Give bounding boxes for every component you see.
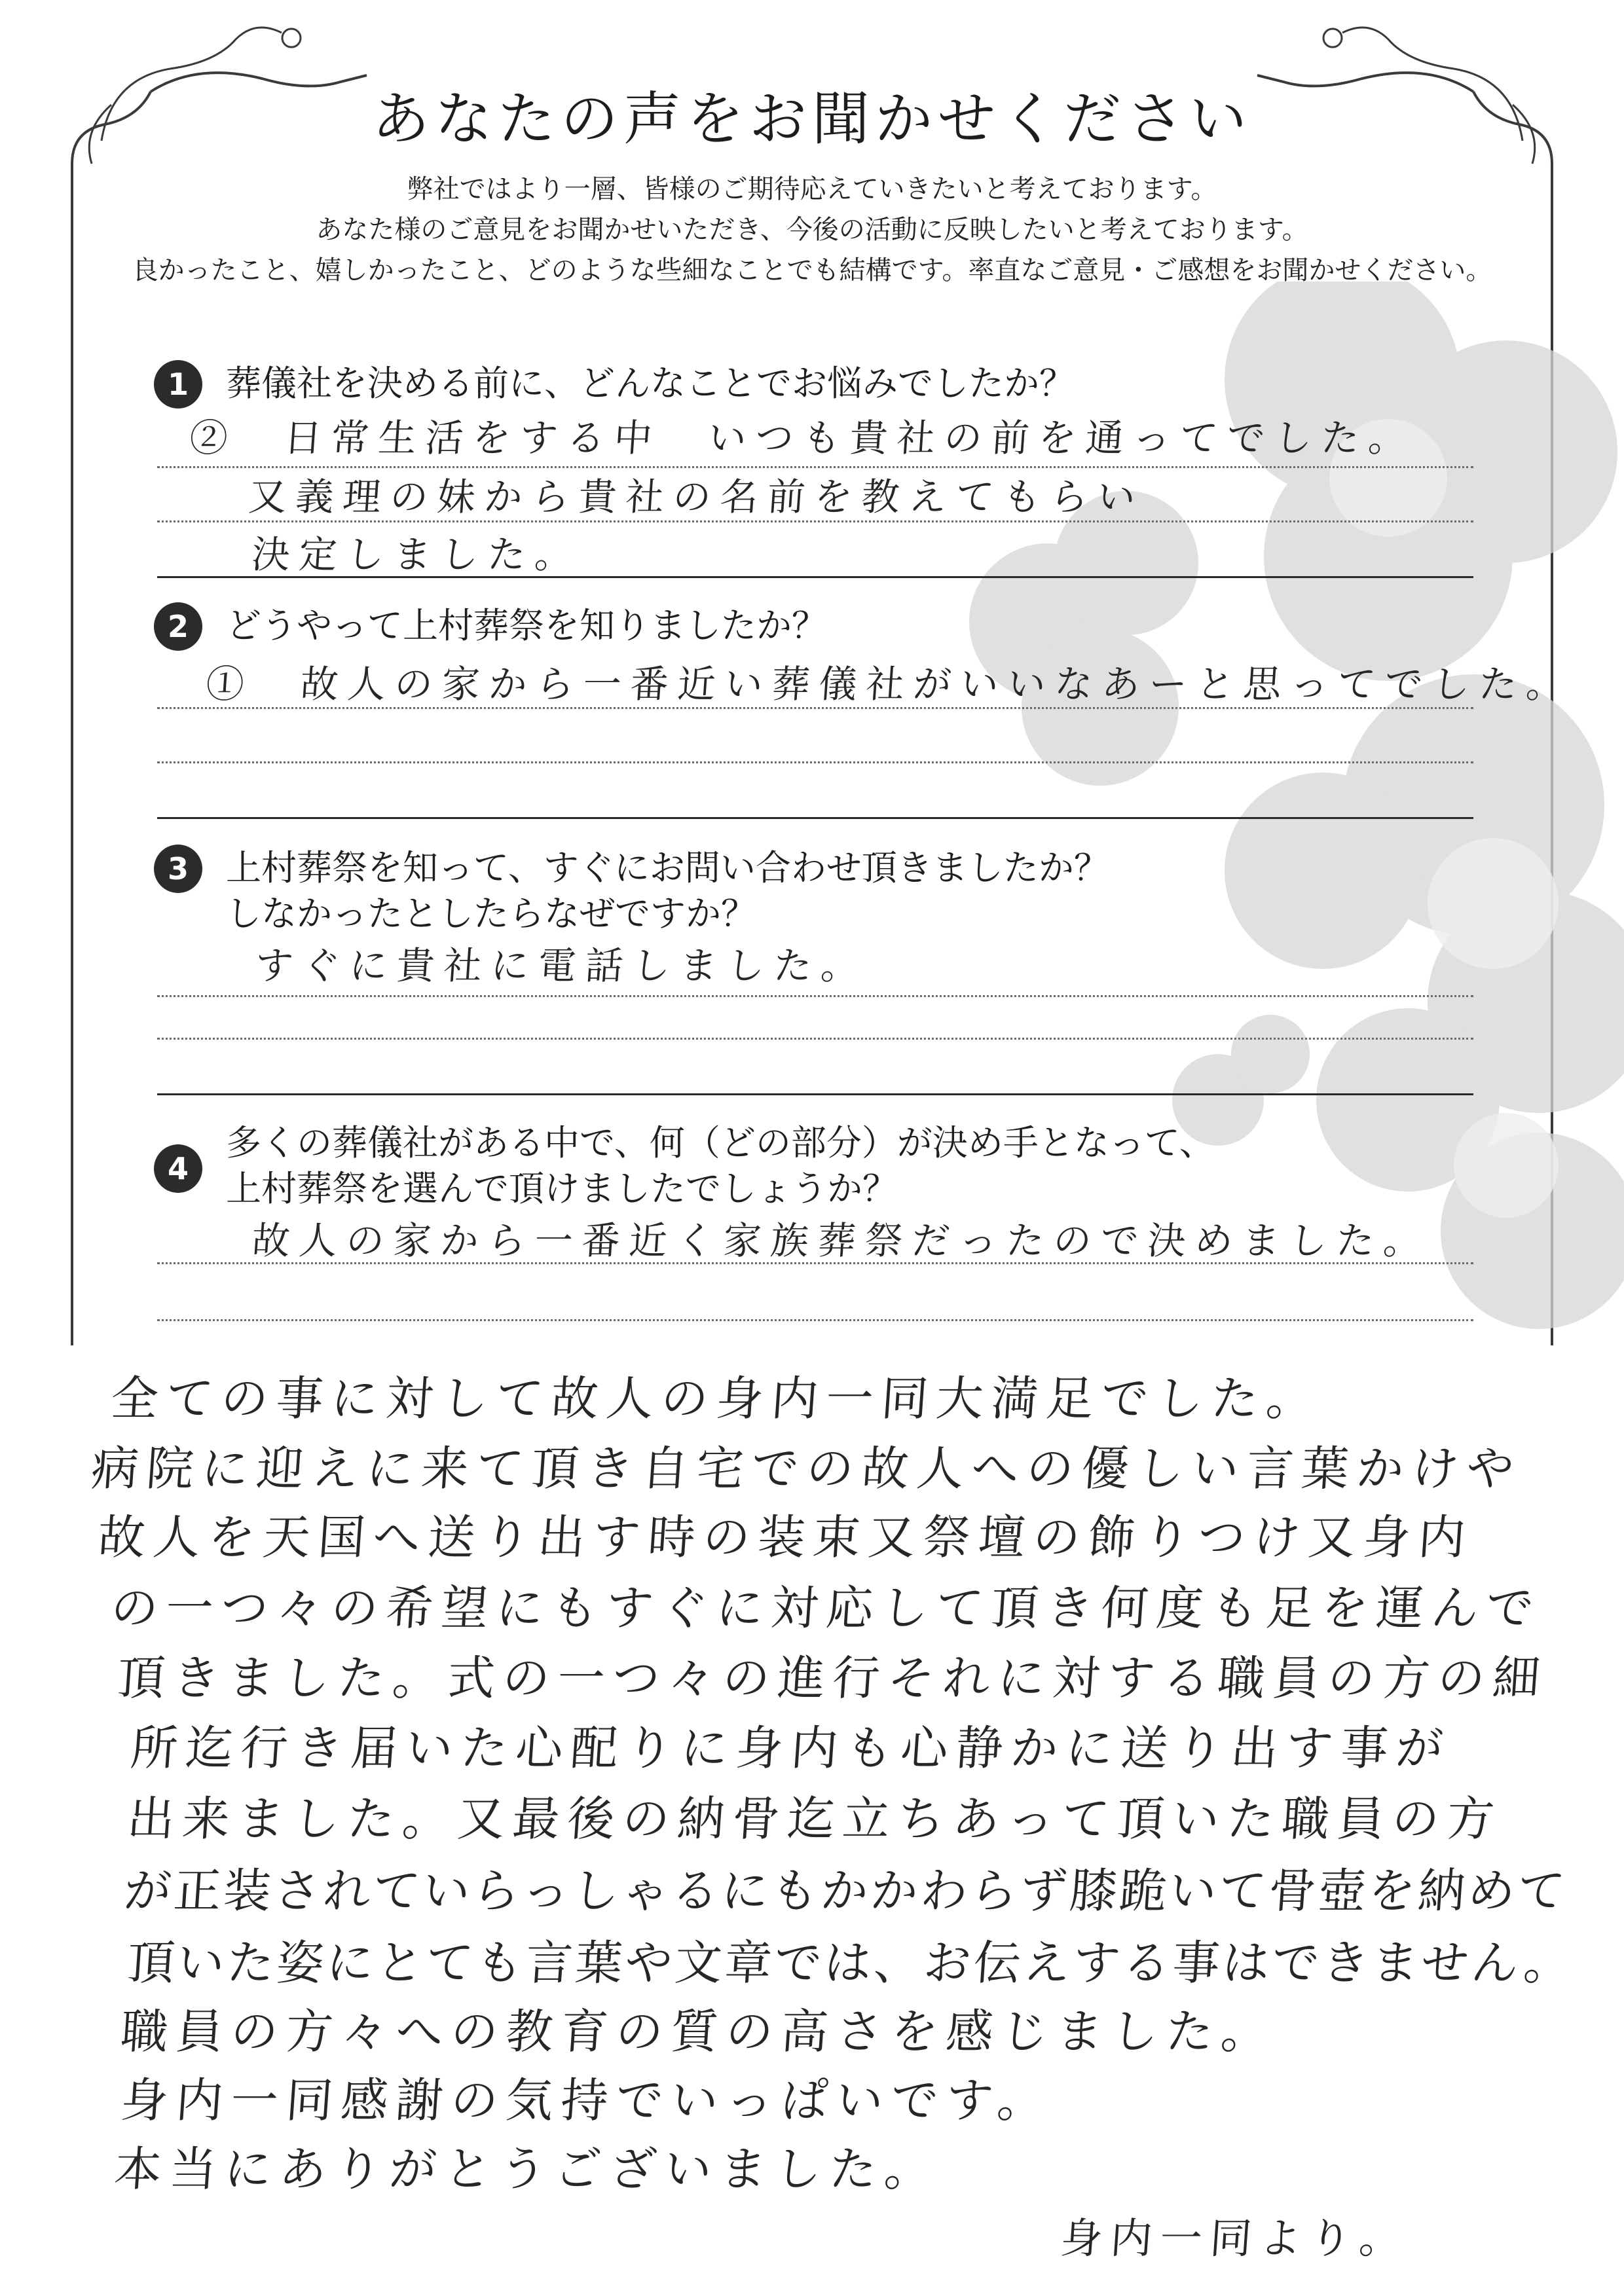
answer-line (157, 520, 1473, 522)
comment-line: 出来ました。又最後の納骨迄立ちあって頂いた職員の方 (125, 1791, 1504, 1846)
answer-line (157, 995, 1473, 997)
comment-line: 頂きました。式の一つ々の進行それに対する職員の方の細 (115, 1650, 1550, 1705)
comment-line: の一つ々の希望にもすぐに対応して頂き何度も足を運んで (109, 1580, 1543, 1635)
answer-line (157, 761, 1473, 763)
comment-line: 病院に迎えに来て頂き自宅での故人への優しい言葉かけや (89, 1441, 1524, 1496)
question-number-badge: 1 (154, 360, 202, 409)
intro-line: 良かったこと、嬉しかったこと、どのような些細なことでも結構です。率直なご意見・ご感想をお聞かせください。 (132, 255, 1492, 285)
comment-line: 頂いた姿にとても言葉や文章では、お伝えする事はできません。 (125, 1935, 1576, 1990)
question-text: 多くの葬儀社がある中で、何（どの部分）が決め手となって、 (226, 1122, 1215, 1163)
handwritten-answer: ② 日常生活をする中 いつも貴社の前を通ってでした。 (188, 416, 1418, 460)
section-divider (157, 1093, 1473, 1095)
comment-line: 職員の方々への教育の質の高さを感じました。 (119, 2004, 1278, 2059)
question-number-badge: 4 (154, 1144, 202, 1193)
comment-line: 全ての事に対して故人の身内一同大満足でした。 (109, 1371, 1323, 1426)
handwritten-answer: すぐに貴社に電話しました。 (253, 943, 870, 988)
intro-line: あなた様のご意見をお聞かせいただき、今後の活動に反映したいと考えております。 (316, 215, 1308, 245)
intro-line: 弊社ではより一層、皆様のご期待応えていきたいと考えております。 (407, 174, 1217, 204)
answer-line (157, 1262, 1473, 1264)
handwritten-answer: 故人の家から一番近く家族葬祭だったので決めました。 (250, 1218, 1433, 1263)
handwritten-answer: 又義理の妹から貴社の名前を教えてもらい (247, 475, 1147, 519)
comment-line: が正装されていらっしゃるにもかかわらず膝跪いて骨壺を納めて (122, 1863, 1570, 1918)
question-text: しなかったとしたらなぜですか？ (226, 893, 756, 934)
intro-text (0, 169, 1624, 291)
question-text: 上村葬祭を選んで頂けましたでしょうか？ (226, 1168, 898, 1209)
question-text: 葬儀社を決める前に、どんなことでお悩みでしたか？ (226, 363, 1075, 404)
answer-line (157, 1319, 1473, 1321)
question-number-badge: 2 (154, 602, 202, 651)
section-divider (157, 576, 1473, 578)
comment-line: 所迄行き届いた心配りに身内も心静かに送り出す事が (128, 1721, 1453, 1776)
signature: 身内一同より。 (1058, 2215, 1411, 2263)
handwritten-answer: 決定しました。 (250, 532, 584, 577)
comment-line: 本当にありがとうございました。 (112, 2141, 942, 2196)
question-text: どうやって上村葬祭を知りましたか？ (226, 605, 827, 646)
handwritten-answer: ① 故人の家から一番近い葬儀社がいいなあーと思ってでした。 (204, 662, 1576, 706)
comment-line: 故人を天国へ送り出す時の装束又祭壇の飾りつけ又身内 (96, 1510, 1475, 1565)
answer-line (157, 1038, 1473, 1040)
question-text: 上村葬祭を知って、すぐにお問い合わせ頂きましたか？ (226, 847, 1109, 888)
answer-line (157, 707, 1473, 709)
section-divider (157, 817, 1473, 819)
comment-line: 身内一同感謝の気持でいっぱいです。 (119, 2073, 1054, 2128)
page-title: あなたの声をお聞かせください (371, 85, 1252, 153)
question-number-badge: 3 (154, 845, 202, 893)
